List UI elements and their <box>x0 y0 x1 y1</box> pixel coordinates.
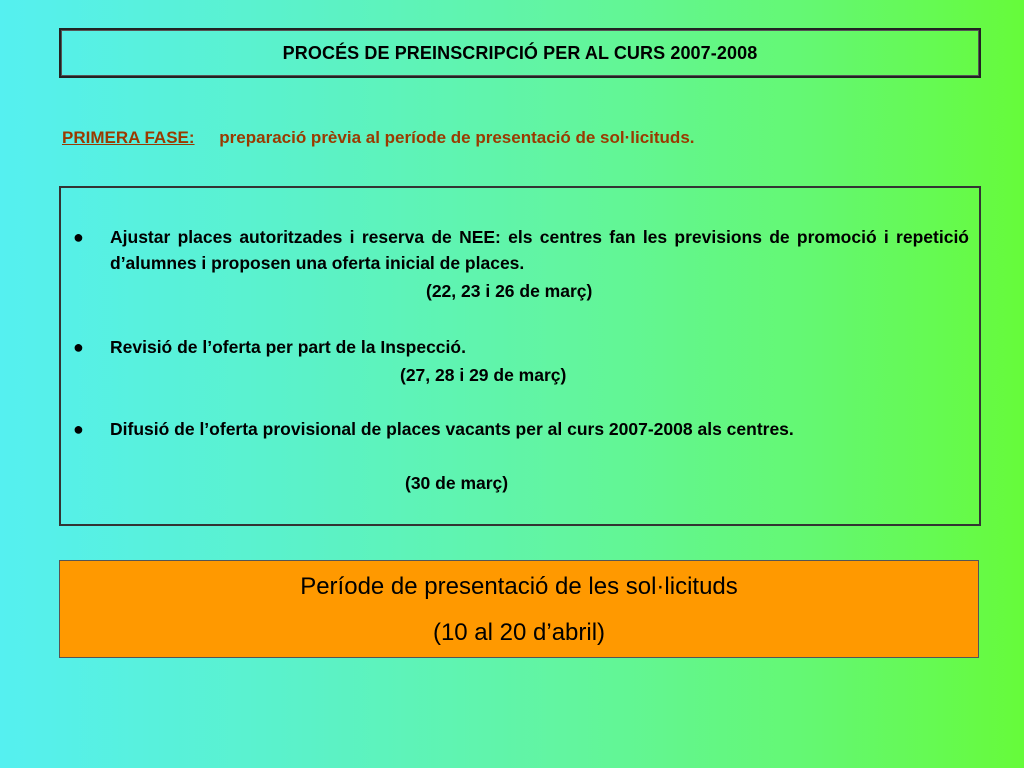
phase-description: preparació prèvia al període de presentació de sol·licituds. <box>219 128 695 147</box>
page-title: PROCÉS DE PREINSCRIPCIÓ PER AL CURS 2007-2008 <box>282 42 758 63</box>
phase-label: PRIMERA FASE: <box>62 128 195 147</box>
step-text: Difusió de l’oferta provisional de places vacants per al curs 2007-2008 als centres. <box>110 419 794 439</box>
period-title: Període de presentació de les sol·licituds <box>300 573 738 600</box>
application-period-box <box>59 560 979 658</box>
step-text: Revisió de l’oferta per part de la Inspecció. <box>110 337 466 357</box>
phase-heading <box>62 128 695 148</box>
step-date: (30 de març) <box>405 473 509 493</box>
bullet-icon: ● <box>73 227 84 247</box>
step-date: (27, 28 i 29 de març) <box>400 365 567 385</box>
steps-box <box>59 186 981 526</box>
step-date: (22, 23 i 26 de març) <box>426 281 593 301</box>
bullet-icon: ● <box>73 419 84 439</box>
bullet-icon: ● <box>73 337 84 357</box>
period-dates: (10 al 20 d’abril) <box>432 619 606 646</box>
step-text: Ajustar places autoritzades i reserva de NEE: els centres fan les previsions de promoció i repetició d’alumnes i proposen una oferta inicial de places. <box>110 227 969 273</box>
title-box <box>59 28 981 78</box>
